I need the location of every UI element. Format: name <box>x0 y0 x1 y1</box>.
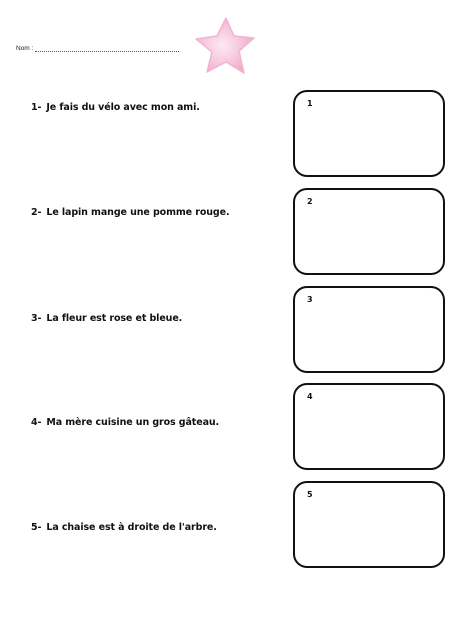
name-label: Nom : <box>16 45 34 52</box>
box-number: 1 <box>307 99 313 108</box>
sentence-number: 3- <box>31 313 42 324</box>
sentence-3 <box>31 313 182 324</box>
sentence-text: Ma mère cuisine un gros gâteau. <box>46 417 220 428</box>
sentence-number: 4- <box>31 417 42 428</box>
sentence-number: 2- <box>31 207 42 218</box>
drawing-box-3[interactable] <box>293 286 445 373</box>
sentence-5 <box>31 522 217 533</box>
box-number: 4 <box>307 392 313 401</box>
star-icon <box>192 15 258 77</box>
drawing-box-1[interactable] <box>293 90 445 177</box>
sentence-text: La fleur est rose et bleue. <box>46 313 183 324</box>
name-field <box>16 41 179 53</box>
sentence-2 <box>31 207 229 218</box>
sentence-number: 5- <box>31 522 42 533</box>
sentence-4 <box>31 417 219 428</box>
drawing-box-2[interactable] <box>293 188 445 275</box>
drawing-box-5[interactable] <box>293 481 445 568</box>
sentence-1 <box>31 102 200 113</box>
drawing-box-4[interactable] <box>293 383 445 470</box>
sentence-text: Le lapin mange une pomme rouge. <box>46 207 230 218</box>
sentence-number: 1- <box>31 102 42 113</box>
name-write-line[interactable] <box>35 44 179 52</box>
box-number: 2 <box>307 197 313 206</box>
sentence-text: Je fais du vélo avec mon ami. <box>46 102 200 113</box>
box-number: 5 <box>307 490 313 499</box>
sentence-text: La chaise est à droite de l'arbre. <box>46 522 217 533</box>
box-number: 3 <box>307 295 313 304</box>
